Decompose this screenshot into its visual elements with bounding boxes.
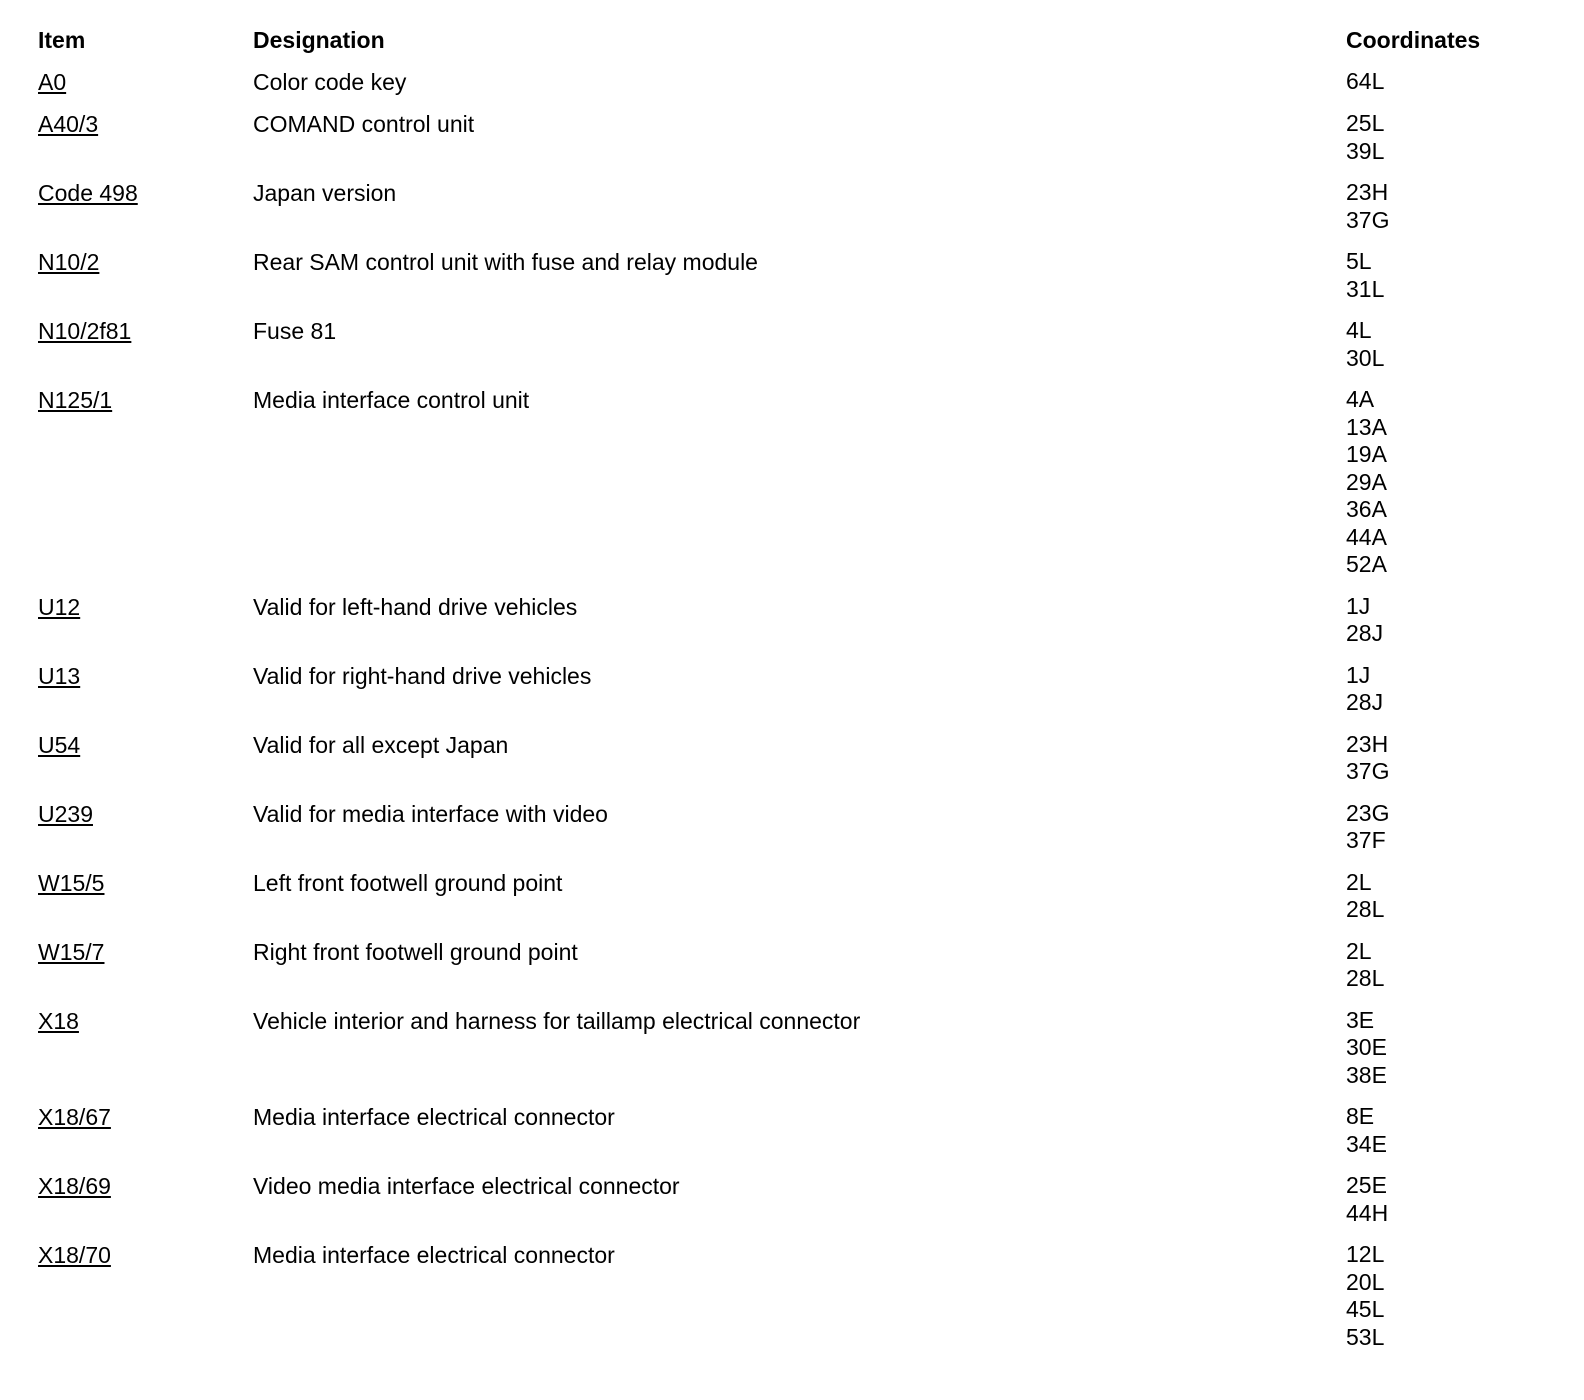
- coordinate-value: 64L: [1346, 68, 1385, 94]
- item-link[interactable]: U13: [38, 662, 81, 689]
- table-row: [38, 869, 1558, 938]
- coordinates-cell: [1346, 1007, 1558, 1104]
- item-cell: [38, 800, 253, 869]
- table-row: [38, 938, 1558, 1007]
- coordinate-value: 4A: [1346, 386, 1375, 412]
- table-row: [38, 1007, 1558, 1104]
- coordinate-value: 53L: [1346, 1323, 1385, 1350]
- coordinates-cell: [1346, 317, 1558, 386]
- coordinates-cell: [1346, 68, 1558, 110]
- table-row: [38, 179, 1558, 248]
- coordinate-value: 44A: [1346, 523, 1387, 550]
- coordinate-value: 28L: [1346, 965, 1385, 991]
- coordinate-value: 23H: [1346, 179, 1389, 205]
- table-row: [38, 1103, 1558, 1172]
- coordinates-column-header: Coordinates: [1346, 27, 1481, 53]
- item-link[interactable]: N10/2f81: [38, 318, 132, 344]
- item-link[interactable]: X18/69: [38, 1173, 111, 1199]
- header-row: [38, 24, 1558, 68]
- item-link[interactable]: U12: [38, 593, 81, 620]
- coordinate-value: 25E: [1346, 1172, 1387, 1198]
- coordinate-value: 45L: [1346, 1296, 1385, 1322]
- coordinate-value: 29A: [1346, 468, 1387, 495]
- designation-cell: Valid for media interface with video: [253, 800, 608, 827]
- item-link[interactable]: A40/3: [38, 111, 99, 137]
- item-link[interactable]: W15/5: [38, 869, 105, 896]
- designation-cell: Rear SAM control unit with fuse and relay module: [253, 249, 758, 275]
- table-row: [38, 662, 1558, 731]
- coordinates-cell: [1346, 1103, 1558, 1172]
- designation-cell: COMAND control unit: [253, 111, 475, 137]
- item-link[interactable]: X18/70: [38, 1242, 111, 1268]
- item-cell: [38, 593, 253, 662]
- coordinate-value: 36A: [1346, 496, 1387, 522]
- designation-column-header: Designation: [253, 27, 385, 53]
- table-row: [38, 386, 1558, 593]
- item-cell: [38, 1007, 253, 1104]
- coordinates-cell: [1346, 248, 1558, 317]
- table-row: [38, 1172, 1558, 1241]
- item-cell: [38, 248, 253, 317]
- designation-cell: Color code key: [253, 69, 407, 95]
- item-column-header: Item: [38, 27, 86, 53]
- coordinate-value: 2L: [1346, 937, 1372, 964]
- coordinates-cell: [1346, 386, 1558, 593]
- table-row: [38, 593, 1558, 662]
- coordinate-value: 2L: [1346, 868, 1372, 895]
- item-link[interactable]: N125/1: [38, 387, 113, 413]
- coordinate-value: 5L: [1346, 248, 1372, 274]
- designation-cell: Valid for all except Japan: [253, 731, 509, 758]
- coordinate-value: 37G: [1346, 206, 1390, 233]
- designation-cell: Valid for right-hand drive vehicles: [253, 662, 592, 689]
- coordinate-value: 39L: [1346, 137, 1385, 164]
- coordinates-cell: [1346, 731, 1558, 800]
- item-cell: [38, 68, 253, 110]
- coordinate-value: 34E: [1346, 1130, 1387, 1157]
- coordinates-cell: [1346, 938, 1558, 1007]
- coordinate-value: 3E: [1346, 1006, 1375, 1033]
- designation-cell: Right front footwell ground point: [253, 938, 578, 965]
- coordinate-value: 23H: [1346, 730, 1389, 757]
- designation-cell: Media interface control unit: [253, 387, 530, 413]
- coordinate-value: 28J: [1346, 620, 1384, 646]
- item-link[interactable]: A0: [38, 69, 67, 95]
- item-cell: [38, 869, 253, 938]
- coordinate-value: 37F: [1346, 827, 1386, 853]
- item-link[interactable]: X18: [38, 1007, 79, 1034]
- table-row: [38, 110, 1558, 179]
- coordinate-value: 28L: [1346, 896, 1385, 922]
- coordinate-value: 52A: [1346, 551, 1387, 577]
- coordinate-value: 13A: [1346, 413, 1387, 440]
- coordinate-value: 37G: [1346, 758, 1390, 784]
- designation-cell: Valid for left-hand drive vehicles: [253, 593, 578, 620]
- item-cell: [38, 938, 253, 1007]
- coordinate-value: 12L: [1346, 1241, 1385, 1267]
- coordinate-value: 23G: [1346, 799, 1390, 826]
- legend-rows: [38, 68, 1558, 1365]
- coordinates-cell: [1346, 869, 1558, 938]
- coordinate-value: 28J: [1346, 689, 1384, 715]
- table-row: [38, 248, 1558, 317]
- coordinate-value: 30L: [1346, 344, 1385, 371]
- coordinates-cell: [1346, 1172, 1558, 1241]
- coordinate-value: 25L: [1346, 110, 1385, 136]
- item-cell: [38, 179, 253, 248]
- designation-cell: Vehicle interior and harness for taillamp electrical connector: [253, 1007, 861, 1034]
- item-cell: [38, 1172, 253, 1241]
- item-link[interactable]: Code 498: [38, 180, 138, 206]
- item-link[interactable]: W15/7: [38, 938, 105, 965]
- component-legend-table: [38, 24, 1558, 1365]
- coordinate-value: 31L: [1346, 275, 1385, 302]
- designation-cell: Fuse 81: [253, 318, 337, 344]
- table-row: [38, 1241, 1558, 1365]
- table-row: [38, 731, 1558, 800]
- table-row: [38, 68, 1558, 110]
- designation-cell: Video media interface electrical connector: [253, 1173, 680, 1199]
- coordinates-cell: [1346, 662, 1558, 731]
- coordinate-value: 20L: [1346, 1268, 1385, 1295]
- coordinates-cell: [1346, 1241, 1558, 1365]
- coordinate-value: 38E: [1346, 1061, 1387, 1088]
- item-cell: [38, 662, 253, 731]
- coordinate-value: 4L: [1346, 317, 1372, 343]
- designation-cell: Media interface electrical connector: [253, 1104, 615, 1130]
- table-row: [38, 317, 1558, 386]
- item-link[interactable]: N10/2: [38, 249, 100, 275]
- item-cell: [38, 110, 253, 179]
- item-cell: [38, 386, 253, 593]
- item-cell: [38, 317, 253, 386]
- table-row: [38, 800, 1558, 869]
- item-link[interactable]: X18/67: [38, 1104, 111, 1130]
- coordinates-cell: [1346, 800, 1558, 869]
- coordinate-value: 44H: [1346, 1199, 1389, 1226]
- designation-cell: Media interface electrical connector: [253, 1242, 615, 1268]
- designation-cell: Left front footwell ground point: [253, 869, 563, 896]
- coordinate-value: 30E: [1346, 1034, 1387, 1060]
- item-cell: [38, 731, 253, 800]
- coordinate-value: 8E: [1346, 1103, 1375, 1129]
- designation-cell: Japan version: [253, 180, 397, 206]
- coordinate-value: 1J: [1346, 661, 1371, 688]
- item-link[interactable]: U239: [38, 800, 93, 827]
- item-link[interactable]: U54: [38, 731, 81, 758]
- coordinate-value: 1J: [1346, 592, 1371, 619]
- coordinates-cell: [1346, 179, 1558, 248]
- coordinates-cell: [1346, 110, 1558, 179]
- coordinates-cell: [1346, 593, 1558, 662]
- item-cell: [38, 1241, 253, 1365]
- item-cell: [38, 1103, 253, 1172]
- coordinate-value: 19A: [1346, 441, 1387, 467]
